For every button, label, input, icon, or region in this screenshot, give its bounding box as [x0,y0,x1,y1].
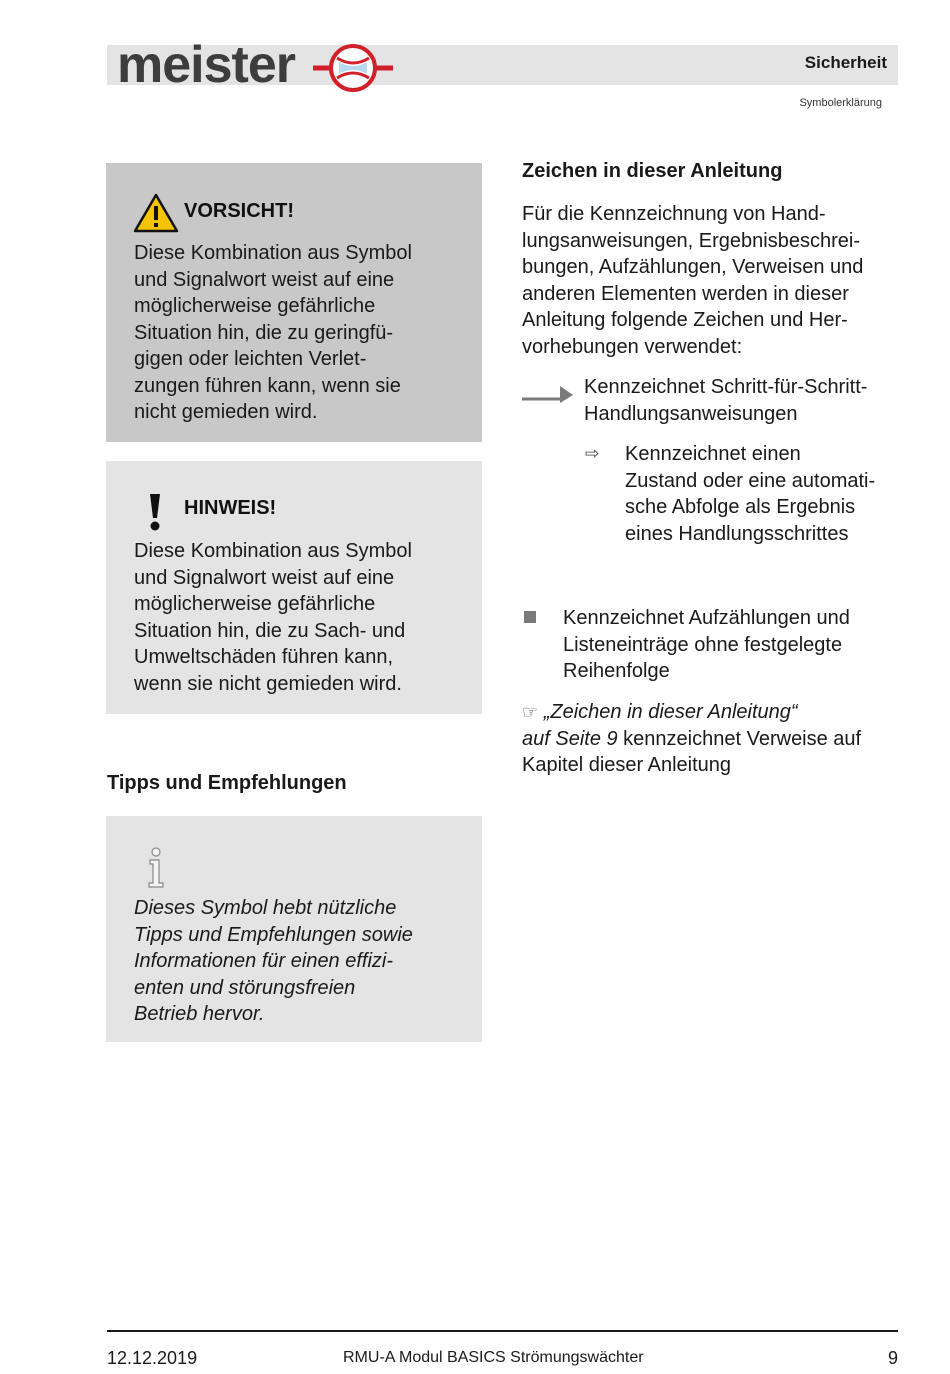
result-line: eines Handlungsschrittes [625,522,849,545]
bullet-line: Reihenfolge [563,660,670,682]
notice-description [134,538,469,697]
bullet-line: Kennzeichnet Aufzählungen und [563,607,850,629]
signs-heading: Zeichen in dieser Anleitung [522,160,783,182]
notice-line: wenn sie nicht gemieden wird. [134,672,402,695]
bullet-square-icon [524,611,536,623]
caution-box [106,163,482,442]
subsection-title: Symbolerklärung [799,97,882,109]
result-arrow-icon: ⇨ [585,444,600,463]
footer-document-title: RMU-A Modul BASICS Strömungswächter [343,1349,644,1366]
tip-line: Informationen für einen effizi- [134,950,394,972]
step-description [584,374,867,427]
notice-line: Situation hin, die zu Sach- und [134,619,406,642]
intro-line: anderen Elementen werden in dieser [522,282,849,305]
caution-line: Situation hin, die zu geringfü- [134,321,394,344]
page-number: 9 [887,1348,898,1368]
reference-link-page[interactable]: auf Seite 9 [522,727,618,750]
reference-text: kennzeichnet Verweise auf [617,727,862,750]
tip-line: enten und störungsfreien [134,976,356,999]
caution-signal-word: VORSICHT! [184,200,294,222]
caution-description [134,240,469,426]
logo-wordmark: meister [117,36,295,94]
signs-intro [522,201,902,360]
caution-line: gigen oder leichten Verlet- [134,348,367,370]
result-line: sche Abfolge als Ergebnis [625,496,856,518]
reference-pointer-icon: ☞ [522,702,539,722]
company-logo [117,36,397,98]
info-icon [144,847,168,889]
tip-line: Dieses Symbol hebt nützliche [134,897,397,919]
result-description [625,441,875,547]
exclamation-icon [148,492,162,532]
intro-line: Anleitung folgende Zeichen und Her- [522,309,848,331]
warning-triangle-icon [133,193,179,233]
notice-signal-word: HINWEIS! [184,497,277,519]
tip-description [134,895,469,1028]
bullet-description [563,605,850,685]
footer-date: 12.12.2019 [107,1348,198,1368]
notice-line: Umweltschäden führen kann, [134,646,394,668]
notice-line: und Signalwort weist auf eine [134,566,395,589]
intro-line: Für die Kennzeichnung von Hand- [522,203,826,225]
caution-line: und Signalwort weist auf eine [134,268,395,291]
tip-line: Betrieb hervor. [134,1003,265,1025]
result-line: Kennzeichnet einen [625,443,801,465]
reference-text: Kapitel dieser Anleitung [522,754,732,776]
intro-line: bungen, Aufzählungen, Verweisen und [522,256,864,278]
bullet-line: Listeneinträge ohne festgelegte [563,633,843,656]
caution-line: nicht gemieden wird. [134,401,318,423]
step-line: Handlungsanweisungen [584,402,798,425]
notice-box [106,461,482,714]
step-arrow-icon [522,382,574,404]
caution-line: Diese Kombination aus Symbol [134,242,412,264]
step-line: Kennzeichnet Schritt-für-Schritt- [584,376,868,398]
section-title: Sicherheit [804,53,887,72]
caution-line: zungen führen kann, wenn sie [134,374,401,397]
intro-line: vorhebungen verwendet: [522,335,743,358]
notice-line: Diese Kombination aus Symbol [134,540,412,562]
reference-example [522,699,861,779]
notice-line: möglicherweise gefährliche [134,593,376,615]
caution-line: möglicherweise gefährliche [134,295,376,317]
result-line: Zustand oder eine automati- [625,469,876,492]
tip-line: Tipps und Empfehlungen sowie [134,923,413,946]
tips-heading: Tipps und Empfehlungen [107,772,347,794]
reference-link-title[interactable]: „Zeichen in dieser Anleitung“ [543,701,798,723]
tip-box [106,816,482,1042]
intro-line: lungsanweisungen, Ergebnisbeschrei- [522,229,860,252]
logo-emblem-icon [313,38,393,98]
footer-divider [107,1330,898,1332]
